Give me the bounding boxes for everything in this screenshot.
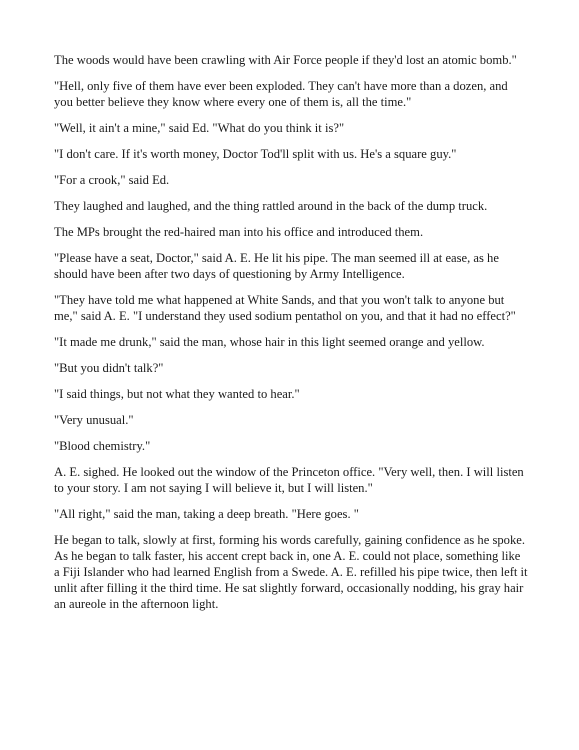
paragraph: "But you didn't talk?" — [54, 361, 164, 375]
paragraph: "I don't care. If it's worth money, Doctor Tod'll split with us. He's a square guy." — [54, 147, 457, 161]
document-page — [54, 52, 528, 622]
paragraph: The woods would have been crawling with Air Force people if they'd lost an atomic bomb." — [54, 53, 517, 67]
paragraph: "Well, it ain't a mine," said Ed. "What do you think it is?" — [54, 121, 345, 135]
paragraph: "All right," said the man, taking a deep breath. "Here goes. " — [54, 507, 359, 521]
paragraph: He began to talk, slowly at first, forming his words carefully, gaining confidence as he spoke. As he began to talk faster, his accent crept back in, one A. E. could not place, something like a Fiji Islander who had learned English from a Swede. A. E. refilled his pipe twice, then left it unlit after filling it the third time. He sat slightly forward, occasionally nodding, his gray hair an aureole in the afternoon light. — [54, 533, 528, 611]
paragraph: "I said things, but not what they wanted to hear." — [54, 387, 300, 401]
paragraph: A. E. sighed. He looked out the window of the Princeton office. "Very well, then. I will listen to your story. I am not saying I will believe it, but I will listen." — [54, 465, 524, 495]
paragraph: "For a crook," said Ed. — [54, 173, 170, 187]
paragraph: "Blood chemistry." — [54, 439, 151, 453]
paragraph: The MPs brought the red-haired man into his office and introduced them. — [54, 225, 424, 239]
paragraph: "They have told me what happened at White Sands, and that you won't talk to anyone but me," said A. E. "I understand they used sodium pentathol on you, and that it had no effect?" — [54, 293, 516, 323]
paragraph: "Very unusual." — [54, 413, 134, 427]
paragraph: "It made me drunk," said the man, whose hair in this light seemed orange and yellow. — [54, 335, 485, 349]
paragraph: They laughed and laughed, and the thing rattled around in the back of the dump truck. — [54, 199, 488, 213]
paragraph: "Please have a seat, Doctor," said A. E. He lit his pipe. The man seemed ill at ease, as he should have been after two days of questioning by Army Intelligence. — [54, 251, 499, 281]
paragraph: "Hell, only five of them have ever been exploded. They can't have more than a dozen, and you better believe they know where every one of them is, all the time." — [54, 79, 508, 109]
